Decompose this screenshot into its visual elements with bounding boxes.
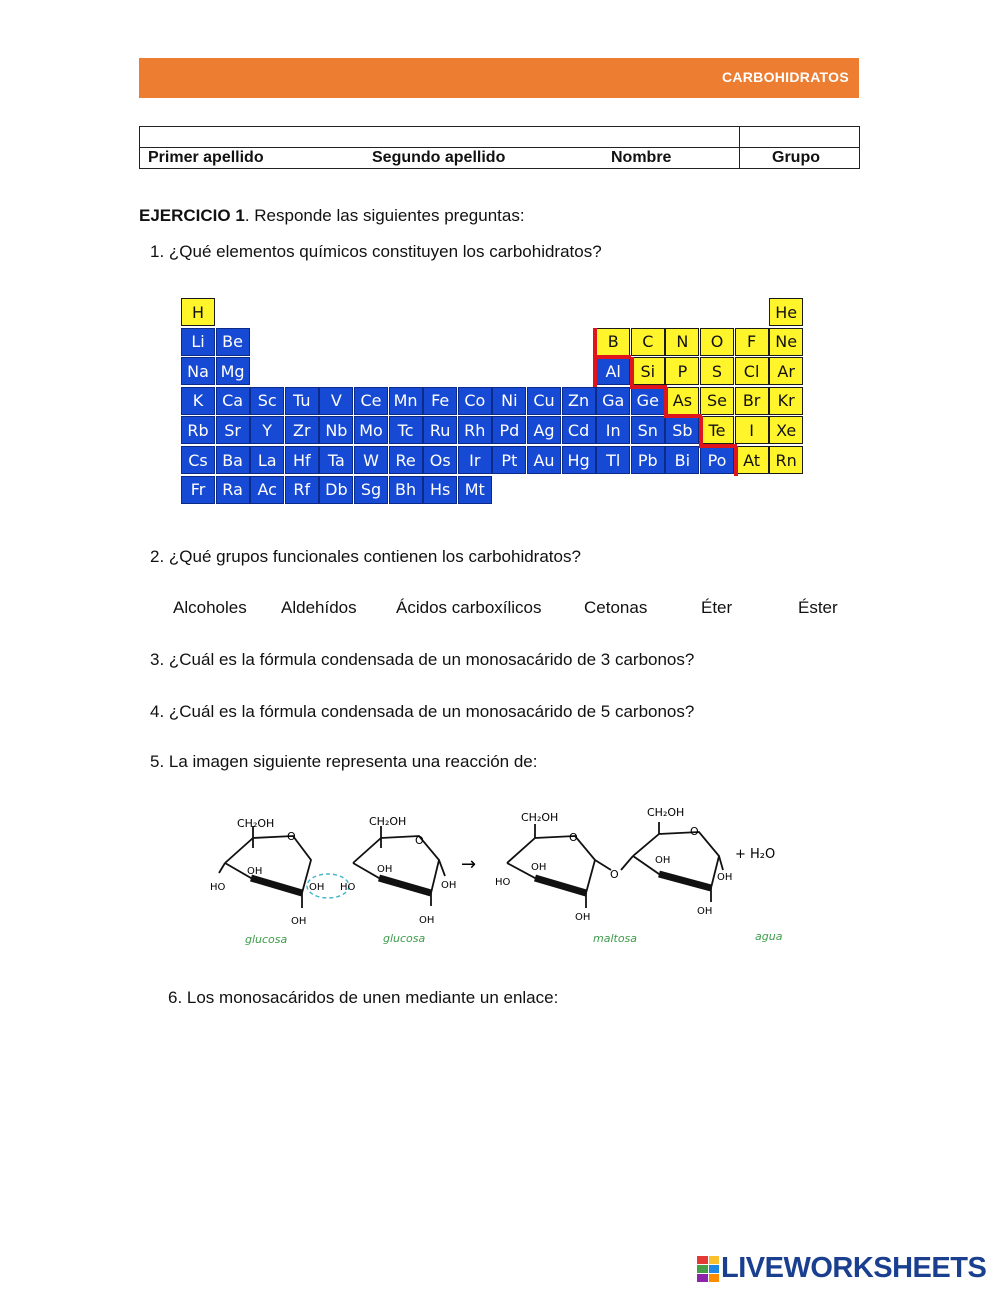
element-db[interactable]: Db bbox=[319, 476, 353, 504]
glucose-ring-1 bbox=[219, 826, 311, 908]
element-au[interactable]: Au bbox=[527, 446, 561, 474]
metalloid-boundary-line bbox=[664, 414, 702, 418]
label-glucosa-1: glucosa bbox=[245, 933, 288, 946]
maltose-oh-b: OH bbox=[575, 912, 591, 923]
element-ag[interactable]: Ag bbox=[527, 416, 561, 444]
maltose-ring-oxygen-1: O bbox=[569, 831, 578, 844]
element-cl[interactable]: Cl bbox=[735, 357, 769, 385]
element-cd[interactable]: Cd bbox=[562, 416, 596, 444]
metalloid-boundary-line bbox=[699, 416, 703, 446]
element-po[interactable]: Po bbox=[700, 446, 734, 474]
element-sn[interactable]: Sn bbox=[631, 416, 665, 444]
element-ru[interactable]: Ru bbox=[423, 416, 457, 444]
glucose1-oh-2: OH bbox=[291, 916, 307, 927]
element-v[interactable]: V bbox=[319, 387, 353, 415]
element-mo[interactable]: Mo bbox=[354, 416, 388, 444]
glucose1-ch2oh: CH₂OH bbox=[237, 817, 275, 830]
maltose-oh-d: OH bbox=[717, 872, 733, 883]
element-as[interactable]: As bbox=[665, 387, 699, 415]
element-tc[interactable]: Tc bbox=[389, 416, 423, 444]
liveworksheets-logo bbox=[697, 1252, 986, 1285]
element-pt[interactable]: Pt bbox=[492, 446, 526, 474]
option-cetonas[interactable]: Cetonas bbox=[584, 598, 648, 617]
element-p[interactable]: P bbox=[665, 357, 699, 385]
water-product: + H₂O bbox=[735, 847, 776, 862]
element-be[interactable]: Be bbox=[216, 328, 250, 356]
element-nb[interactable]: Nb bbox=[319, 416, 353, 444]
glucose2-oh-2: OH bbox=[419, 915, 435, 926]
element-ba[interactable]: Ba bbox=[216, 446, 250, 474]
element-mn[interactable]: Mn bbox=[389, 387, 423, 415]
option-ester[interactable]: Éster bbox=[798, 598, 838, 617]
header-banner bbox=[139, 58, 859, 98]
element-pd[interactable]: Pd bbox=[492, 416, 526, 444]
element-ni[interactable]: Ni bbox=[492, 387, 526, 415]
exercise-number: EJERCICIO 1 bbox=[139, 206, 245, 225]
question-6: 6. Los monosacáridos de unen mediante un enlace: bbox=[168, 988, 559, 1007]
element-f[interactable]: F bbox=[735, 328, 769, 356]
element-na[interactable]: Na bbox=[181, 357, 215, 385]
element-xe[interactable]: Xe bbox=[769, 416, 803, 444]
element-te[interactable]: Te bbox=[700, 416, 734, 444]
element-ca[interactable]: Ca bbox=[216, 387, 250, 415]
element-n[interactable]: N bbox=[665, 328, 699, 356]
element-k[interactable]: K bbox=[181, 387, 215, 415]
element-s[interactable]: S bbox=[700, 357, 734, 385]
label-name: Nombre bbox=[611, 149, 672, 166]
maltose-oh-e: OH bbox=[697, 906, 713, 917]
element-rh[interactable]: Rh bbox=[458, 416, 492, 444]
element-co[interactable]: Co bbox=[458, 387, 492, 415]
element-cs[interactable]: Cs bbox=[181, 446, 215, 474]
element-b[interactable]: B bbox=[596, 328, 630, 356]
glucose2-ho: HO bbox=[340, 882, 356, 893]
element-rn[interactable]: Rn bbox=[769, 446, 803, 474]
element-ge[interactable]: Ge bbox=[631, 387, 665, 415]
element-se[interactable]: Se bbox=[700, 387, 734, 415]
glucose2-oh-1: OH bbox=[441, 880, 457, 891]
element-in[interactable]: In bbox=[596, 416, 630, 444]
label-agua: agua bbox=[755, 930, 783, 943]
element-os[interactable]: Os bbox=[423, 446, 457, 474]
element-w[interactable]: W bbox=[354, 446, 388, 474]
element-br[interactable]: Br bbox=[735, 387, 769, 415]
label-glucosa-2: glucosa bbox=[383, 932, 426, 945]
option-alcoholes[interactable]: Alcoholes bbox=[173, 598, 247, 617]
element-hg[interactable]: Hg bbox=[562, 446, 596, 474]
element-rb[interactable]: Rb bbox=[181, 416, 215, 444]
element-kr[interactable]: Kr bbox=[769, 387, 803, 415]
option-eter[interactable]: Éter bbox=[701, 598, 733, 617]
element-tu[interactable]: Tu bbox=[285, 387, 319, 415]
glucose2-ring-oxygen: O bbox=[415, 834, 424, 847]
maltose-ho: HO bbox=[495, 877, 511, 888]
metalloid-boundary-line bbox=[593, 355, 631, 359]
element-bi[interactable]: Bi bbox=[665, 446, 699, 474]
liveworksheets-icon bbox=[697, 1256, 719, 1282]
glycosidic-oxygen: O bbox=[610, 868, 619, 881]
metalloid-boundary-line bbox=[699, 444, 737, 448]
maltose-oh-a: OH bbox=[531, 862, 547, 873]
glucose-ring-2 bbox=[353, 826, 445, 906]
element-mg[interactable]: Mg bbox=[216, 357, 250, 385]
element-hs[interactable]: Hs bbox=[423, 476, 457, 504]
element-la[interactable]: La bbox=[250, 446, 284, 474]
element-ta[interactable]: Ta bbox=[319, 446, 353, 474]
element-ra[interactable]: Ra bbox=[216, 476, 250, 504]
liveworksheets-brand: LIVEWORKSHEETS bbox=[721, 1252, 987, 1284]
label-group: Grupo bbox=[772, 149, 820, 166]
element-y[interactable]: Y bbox=[250, 416, 284, 444]
element-ac[interactable]: Ac bbox=[250, 476, 284, 504]
question-1: 1. ¿Qué elementos químicos constituyen los carbohidratos? bbox=[150, 242, 602, 261]
maltose-ring-oxygen-2: O bbox=[690, 825, 699, 838]
element-cu[interactable]: Cu bbox=[527, 387, 561, 415]
element-ar[interactable]: Ar bbox=[769, 357, 803, 385]
element-zr[interactable]: Zr bbox=[285, 416, 319, 444]
glucose1-oh-1: OH bbox=[309, 882, 325, 893]
element-zn[interactable]: Zn bbox=[562, 387, 596, 415]
reaction-arrow: → bbox=[461, 854, 477, 875]
element-c[interactable]: C bbox=[631, 328, 665, 356]
condensation-reaction-diagram bbox=[205, 798, 795, 953]
element-rf[interactable]: Rf bbox=[285, 476, 319, 504]
element-mt[interactable]: Mt bbox=[458, 476, 492, 504]
maltose-ch2oh-1: CH₂OH bbox=[521, 811, 559, 824]
element-i[interactable]: I bbox=[735, 416, 769, 444]
question-5: 5. La imagen siguiente representa una reacción de: bbox=[150, 752, 538, 771]
metalloid-boundary-line bbox=[630, 385, 668, 389]
worksheet-title: CARBOHIDRATOS bbox=[721, 69, 849, 85]
group-answer-field[interactable] bbox=[740, 127, 860, 148]
element-sc[interactable]: Sc bbox=[250, 387, 284, 415]
element-hf[interactable]: Hf bbox=[285, 446, 319, 474]
element-re[interactable]: Re bbox=[389, 446, 423, 474]
metalloid-boundary-line bbox=[734, 446, 738, 476]
glucose2-ch2oh: CH₂OH bbox=[369, 815, 407, 828]
maltose-oh-c: OH bbox=[655, 855, 671, 866]
label-first-surname: Primer apellido bbox=[148, 149, 264, 166]
glucose1-ho: HO bbox=[210, 882, 226, 893]
element-al[interactable]: Al bbox=[596, 357, 630, 385]
element-sb[interactable]: Sb bbox=[665, 416, 699, 444]
glucose1-oh-3: OH bbox=[247, 866, 263, 877]
element-tl[interactable]: Tl bbox=[596, 446, 630, 474]
element-o[interactable]: O bbox=[700, 328, 734, 356]
element-li[interactable]: Li bbox=[181, 328, 215, 356]
question-4: 4. ¿Cuál es la fórmula condensada de un monosacárido de 5 carbonos? bbox=[150, 702, 695, 721]
element-ne[interactable]: Ne bbox=[769, 328, 803, 356]
metalloid-boundary-line bbox=[664, 387, 668, 417]
label-maltosa: maltosa bbox=[593, 932, 638, 945]
question-3: 3. ¿Cuál es la fórmula condensada de un monosacárido de 3 carbonos? bbox=[150, 650, 695, 669]
element-fr[interactable]: Fr bbox=[181, 476, 215, 504]
element-ce[interactable]: Ce bbox=[354, 387, 388, 415]
glucose1-ring-oxygen: O bbox=[287, 830, 296, 843]
element-ga[interactable]: Ga bbox=[596, 387, 630, 415]
element-fe[interactable]: Fe bbox=[423, 387, 457, 415]
element-ir[interactable]: Ir bbox=[458, 446, 492, 474]
element-bh[interactable]: Bh bbox=[389, 476, 423, 504]
element-sr[interactable]: Sr bbox=[216, 416, 250, 444]
exercise-heading bbox=[139, 206, 525, 226]
label-second-surname: Segundo apellido bbox=[372, 149, 506, 166]
maltose-ch2oh-2: CH₂OH bbox=[647, 806, 685, 819]
option-acidos-carboxilicos[interactable]: Ácidos carboxílicos bbox=[396, 598, 542, 617]
element-he[interactable]: He bbox=[769, 298, 803, 326]
glucose2-oh-3: OH bbox=[377, 864, 393, 875]
element-h[interactable]: H bbox=[181, 298, 215, 326]
option-aldehidos[interactable]: Aldehídos bbox=[281, 598, 357, 617]
exercise-instructions: . Responde las siguientes preguntas: bbox=[244, 206, 525, 225]
question-2: 2. ¿Qué grupos funcionales contienen los carbohidratos? bbox=[150, 547, 581, 566]
name-answer-field[interactable] bbox=[140, 127, 740, 148]
element-sg[interactable]: Sg bbox=[354, 476, 388, 504]
element-pb[interactable]: Pb bbox=[631, 446, 665, 474]
element-at[interactable]: At bbox=[735, 446, 769, 474]
element-si[interactable]: Si bbox=[631, 357, 665, 385]
